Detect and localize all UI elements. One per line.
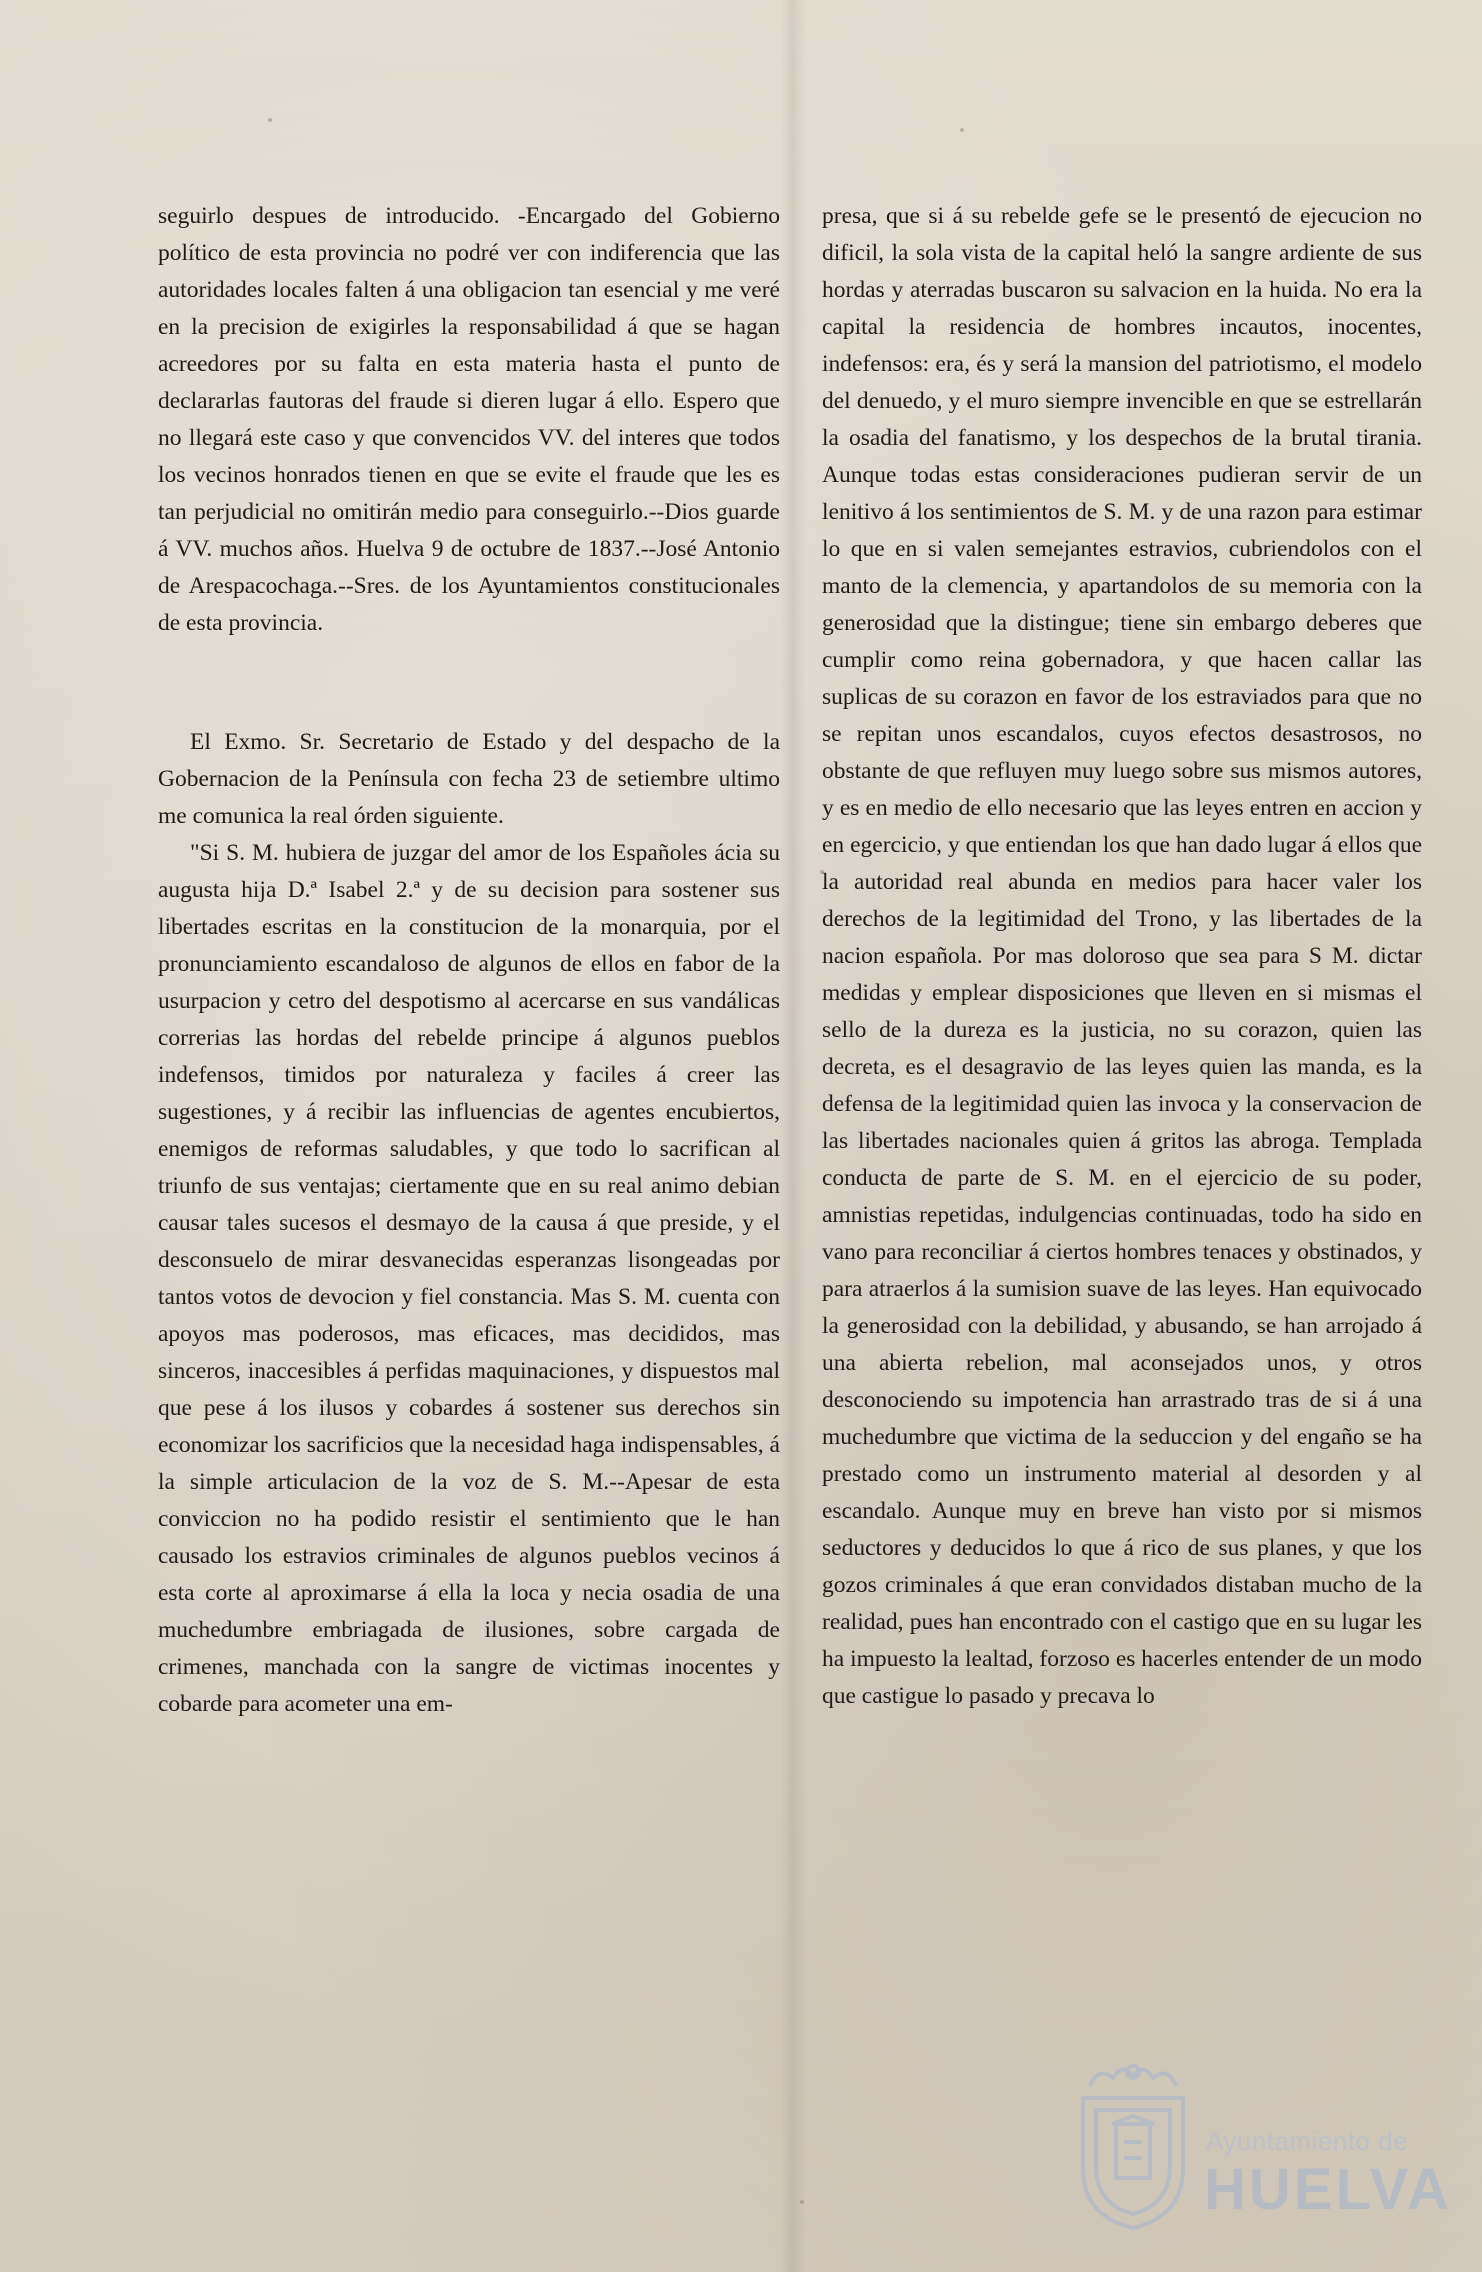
- page-fold-shadow: [780, 0, 806, 2272]
- left-column: [158, 198, 780, 1723]
- left-paragraph-royal-order-intro: El Exmo. Sr. Secretario de Estado y del despacho de la Gobernacion de la Península con fecha 23 de setiembre ultimo me comunica la real órden siguiente.: [158, 729, 780, 829]
- paper-speck: [268, 118, 272, 122]
- watermark-organization: Ayuntamiento de: [1206, 2126, 1409, 2156]
- right-column: [822, 198, 1422, 1715]
- watermark-city: HUELVA: [1204, 2157, 1452, 2222]
- coat-of-arms-icon: [1068, 2058, 1198, 2233]
- huelva-watermark: [1068, 2048, 1452, 2248]
- right-paragraph-royal-order-continued: presa, que si á su rebelde gefe se le presentó de ejecucion no dificil, la sola vista de la capital heló la sangre ardiente de sus hordas y aterradas buscaron su salvacion en la huida. No era la capital la residencia de hombres incautos, inocentes, indefensos: era, és y será la mansion del patriotismo, el modelo del denuedo, y el muro siempre invencible en que se estrellarán la osadia del fanatismo, y los despechos de la brutal tirania. Aunque todas estas consideraciones pudieran servir de un lenitivo á los sentimientos de S. M. y de una razon para estimar lo que en si valen semejantes estravios, cubriendolos con el manto de la clemencia, y apartandolos de su memoria con la generosidad que la distingue; tiene sin embargo deberes que cumplir como reina gobernadora, y que hacen callar las suplicas de su corazon en favor de los estraviados para que no se repitan unos escandalos, cuyos efectos desastrosos, no obstante de que refluyen muy luego sobre sus mismos autores, y es en medio de ello necesario que las leyes entren en accion y en egercicio, y que entiendan los que han dado lugar á ellos que la autoridad real abunda en medios para hacer valer los derechos de la legitimidad del Trono, y las libertades de la nacion española. Por mas doloroso que sea para S M. dictar medidas y emplear disposiciones que lleven en si mismas el sello de la dureza es la justicia, no su corazon, quien las decreta, es el desagravio de las leyes quien las manda, es la defensa de la legitimidad quien las invoca y la conservacion de las libertades nacionales quien á gritos las abroga. Templada conducta de parte de S. M. en el ejercicio de su poder, amnistias repetidas, indulgencias continuadas, todo ha sido en vano para reconciliar á ciertos hombres tenaces y obstinados, y para atraerlos á la sumision suave de las leyes. Han equivocado la generosidad con la debilidad, y abusando, se han arrojado á una abierta rebelion, mal aconsejados unos, y otros desconociendo su impotencia han arrastrado tras de si á una muchedumbre que victima de la seduccion y del engaño se ha prestado como un instrumento material al desorden y al escandalo. Aunque muy en breve han visto por si mismos seductores y deducidos lo que á rico de sus planes, y que los gozos criminales á que eran convidados distaban mucho de la realidad, pues han encontrado con el castigo que en su lugar les ha impuesto la lealtad, forzoso es hacerles entender de un modo que castigue lo pasado y precava lo: [822, 203, 1422, 1709]
- section-gap: [158, 642, 780, 724]
- paper-speck: [800, 2200, 804, 2204]
- left-paragraph-royal-order-body: "Si S. M. hubiera de juzgar del amor de los Españoles ácia su augusta hija D.ª Isabel 2.ª y de su decision para sostener sus libertades escritas en la constitucion de la monarquia, por el pronunciamiento escandaloso de algunos de ellos en fabor de la usurpacion y cetro del despotismo al acercarse en sus vandálicas correrias las hordas del rebelde principe á algunos pueblos indefensos, timidos por naturaleza y faciles á creer las sugestiones, y á recibir las influencias de agentes encubiertos, enemigos de reformas saludables, y que todo lo sacrifican al triunfo de sus ventajas; ciertamente que en su real animo debian causar tales sucesos el desmayo de la causa á que preside, y el desconsuelo de mirar desvanecidas esperanzas lisongeadas por tantos votos de devocion y fiel constancia. Mas S. M. cuenta con apoyos mas poderosos, mas eficaces, mas decididos, mas sinceros, inaccesibles á perfidas maquinaciones, y dispuestos mal que pese á los ilusos y cobardes á sostener sus derechos sin economizar los sacrificios que la necesidad haga indispensables, á la simple articulacion de la voz de S. M.--Apesar de esta conviccion no ha podido resistir el sentimiento que le han causado los estravios criminales de algunos pueblos vecinos á esta corte al aproximarse á ella la loca y necia osadia de una muchedumbre embriagada de ilusiones, sobre cargada de crimenes, manchada con la sangre de victimas inocentes y cobarde para acometer una em-: [158, 840, 780, 1717]
- paper-speck: [960, 128, 964, 132]
- left-paragraph-decree-end: seguirlo despues de introducido. -Encargado del Gobierno político de esta provincia no podré ver con indiferencia que las autoridades locales falten á una obligacion tan esencial y me veré en la precision de exigirles la responsabilidad á que se hagan acreedores por su falta en esta materia hasta el punto de declararlas fautoras del fraude si dieren lugar á ello. Espero que no llegará este caso y que convencidos VV. del interes que todos los vecinos honrados tienen en que se evite el fraude que les es tan perjudicial no omitirán medio para conseguirlo.--Dios guarde á VV. muchos años. Huelva 9 de octubre de 1837.--José Antonio de Arespacochaga.--Sres. de los Ayuntamientos constitucionales de esta provincia.: [158, 203, 780, 636]
